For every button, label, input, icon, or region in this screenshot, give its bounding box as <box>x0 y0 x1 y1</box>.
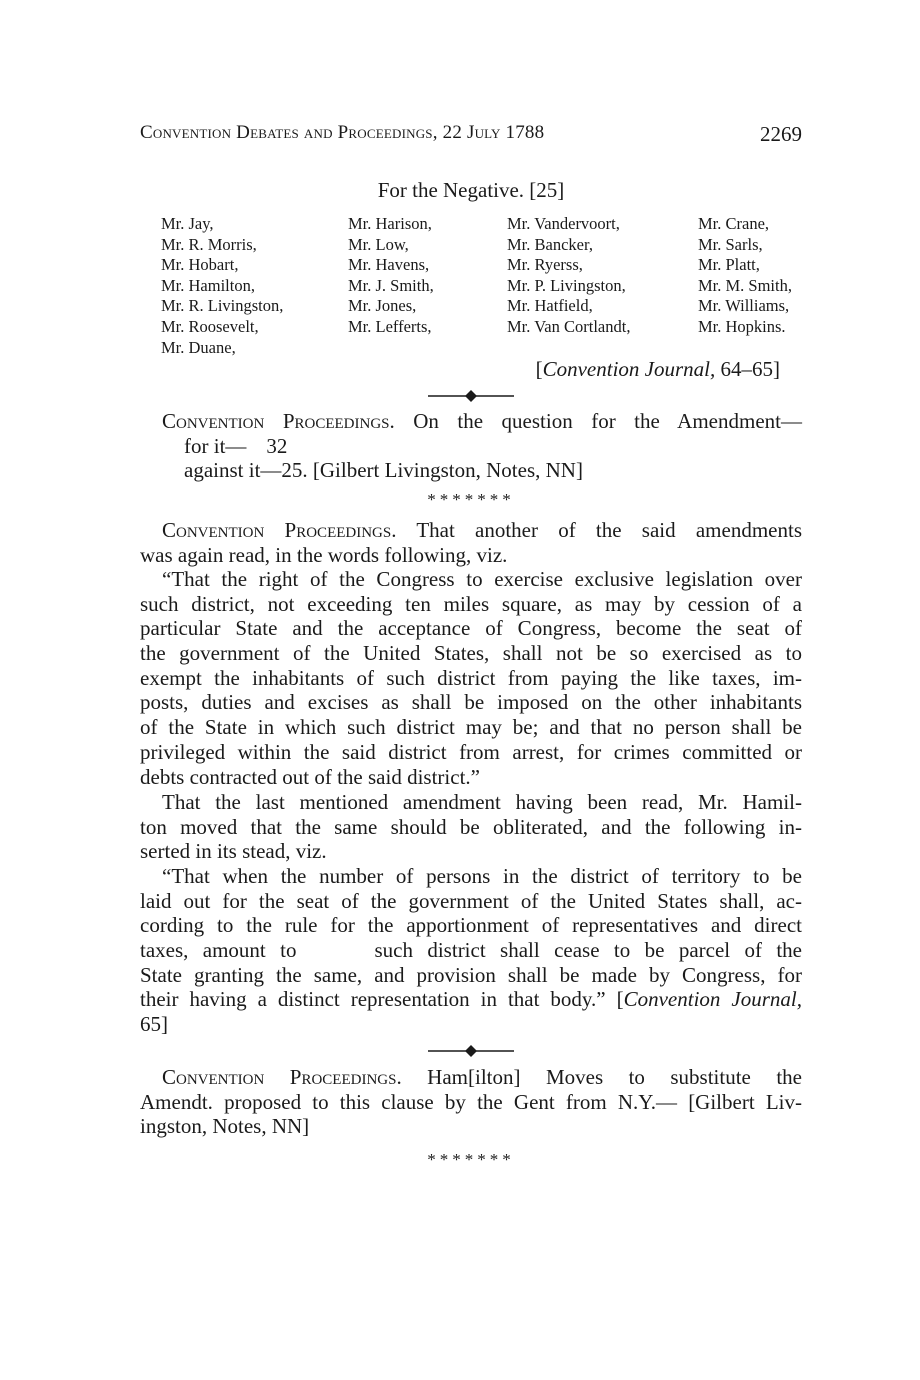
section-separator: ******* <box>427 490 515 509</box>
voter-name: Mr. R. Livingston, <box>161 296 284 316</box>
text-line: taxes, amount to such district shall cease to be parcel of the <box>140 938 803 963</box>
paragraph-hamilton-substitute <box>140 1065 802 1139</box>
tally-against: against it—25. [Gilbert Livingston, Notes, NN] <box>184 458 583 483</box>
section-divider-icon <box>428 389 514 403</box>
voter-name: Mr. Havens, <box>348 255 430 275</box>
voter-name: Mr. Platt, <box>698 255 760 275</box>
negative-column-3 <box>507 214 630 338</box>
voter-name: Mr. Hopkins. <box>698 316 786 336</box>
voter-name: Mr. R. Morris, <box>161 234 257 254</box>
voter-name: Mr. Duane, <box>161 337 236 357</box>
page-number: 2269 <box>760 122 802 146</box>
voter-name: Mr. M. Smith, <box>698 275 792 295</box>
paragraph-amendment-vote <box>140 409 802 483</box>
voter-name: Mr. Harison, <box>348 214 432 233</box>
paragraph-hamilton-motion <box>140 790 802 864</box>
section-label: Convention Proceedings. <box>162 1065 402 1089</box>
voter-name: Mr. Sarls, <box>698 234 763 254</box>
text-line: privileged within the said district from arrest, for crimes committed or <box>140 739 802 764</box>
text-line: serted in its stead, viz. <box>140 839 327 864</box>
text-line: was again read, in the words following, viz. <box>140 542 508 567</box>
text-line: Convention Proceedings. Ham[ilton] Moves to substitute the <box>162 1065 802 1089</box>
paragraph-amendment-read <box>140 518 802 567</box>
text-line: ton moved that the same should be obliterated, and the following in- <box>140 814 802 839</box>
voter-name: Mr. Crane, <box>698 214 770 233</box>
paragraph-quoted-amendment <box>140 567 802 789</box>
voter-name: Mr. Low, <box>348 234 409 254</box>
voter-name: Mr. Hobart, <box>161 255 239 275</box>
negative-column-2 <box>348 214 434 338</box>
voter-name: Mr. Ryerss, <box>507 255 583 275</box>
text-line: “That the right of the Congress to exercise exclusive legislation over <box>162 567 802 591</box>
text-line: “That when the number of persons in the district of territory to be <box>162 864 802 888</box>
text-line: cording to the rule for the apportionment of representatives and direct <box>140 913 802 938</box>
voter-name: Mr. J. Smith, <box>348 275 434 295</box>
section-divider-icon <box>428 1044 514 1058</box>
text-line: their having a distinct representation in that body.” [Convention Journal, <box>140 987 802 1012</box>
text-line: of the State in which such district may be; and that no person shall be <box>140 715 802 740</box>
voter-name: Mr. Lefferts, <box>348 316 432 336</box>
voter-name: Mr. Roosevelt, <box>161 316 259 336</box>
text-line: exempt the inhabitants of such district from paying the like taxes, im- <box>140 665 802 690</box>
source-title: Convention Journal, <box>623 987 802 1012</box>
paragraph-substitute-amendment <box>140 864 802 1037</box>
negative-column-1 <box>161 214 283 358</box>
running-head <box>140 122 802 150</box>
voter-name: Mr. Van Cortlandt, <box>507 316 631 336</box>
text-line: the government of the United States, shall not be so exercised as to <box>140 641 802 666</box>
running-head-title: Convention Debates and Proceedings, 22 July 1788 <box>140 122 545 143</box>
text-line: posts, duties and excises as shall be imposed on the other inhabitants <box>140 690 802 715</box>
voter-name: Mr. Williams, <box>698 296 790 316</box>
voter-name: Mr. Vandervoort, <box>507 214 620 233</box>
negative-heading: For the Negative. [25] <box>377 178 565 202</box>
voter-name: Mr. Hamilton, <box>161 275 255 295</box>
source-title: Convention Journal, <box>542 357 716 381</box>
text-line: laid out for the seat of the government of the United States shall, ac- <box>140 888 802 913</box>
text-line: 65] <box>140 1012 168 1037</box>
voter-name: Mr. Jay, <box>161 214 214 233</box>
text-line: State granting the same, and provision shall be made by Congress, for <box>140 962 802 987</box>
tally-for: for it— 32 <box>184 433 288 458</box>
text-line: particular State and the acceptance of Congress, become the seat of <box>140 616 802 641</box>
text-line: such district, not exceeding ten miles square, as may by cession of a <box>140 591 802 616</box>
text-line: Convention Proceedings. That another of the said amendments <box>162 518 802 542</box>
voter-name: Mr. Bancker, <box>507 234 593 254</box>
negative-column-4 <box>698 214 792 338</box>
text-line: That the last mentioned amendment having been read, Mr. Hamil- <box>162 790 802 814</box>
section-label: Convention Proceedings. <box>162 409 395 433</box>
text-line: Amendt. proposed to this clause by the Gent from N.Y.— [Gilbert Liv- <box>140 1089 802 1114</box>
voter-name: Mr. Jones, <box>348 296 417 316</box>
text-line: debts contracted out of the said district.” <box>140 764 480 789</box>
text-line: ingston, Notes, NN] <box>140 1114 310 1139</box>
voter-name: Mr. Hatfield, <box>507 296 593 316</box>
text-line: Convention Proceedings. On the question for the Amendment— <box>162 409 802 433</box>
section-separator: ******* <box>427 1150 515 1169</box>
section-label: Convention Proceedings. <box>162 518 397 542</box>
source-citation: [Convention Journal, 64–65] <box>535 357 780 381</box>
voter-name: Mr. P. Livingston, <box>507 275 626 295</box>
